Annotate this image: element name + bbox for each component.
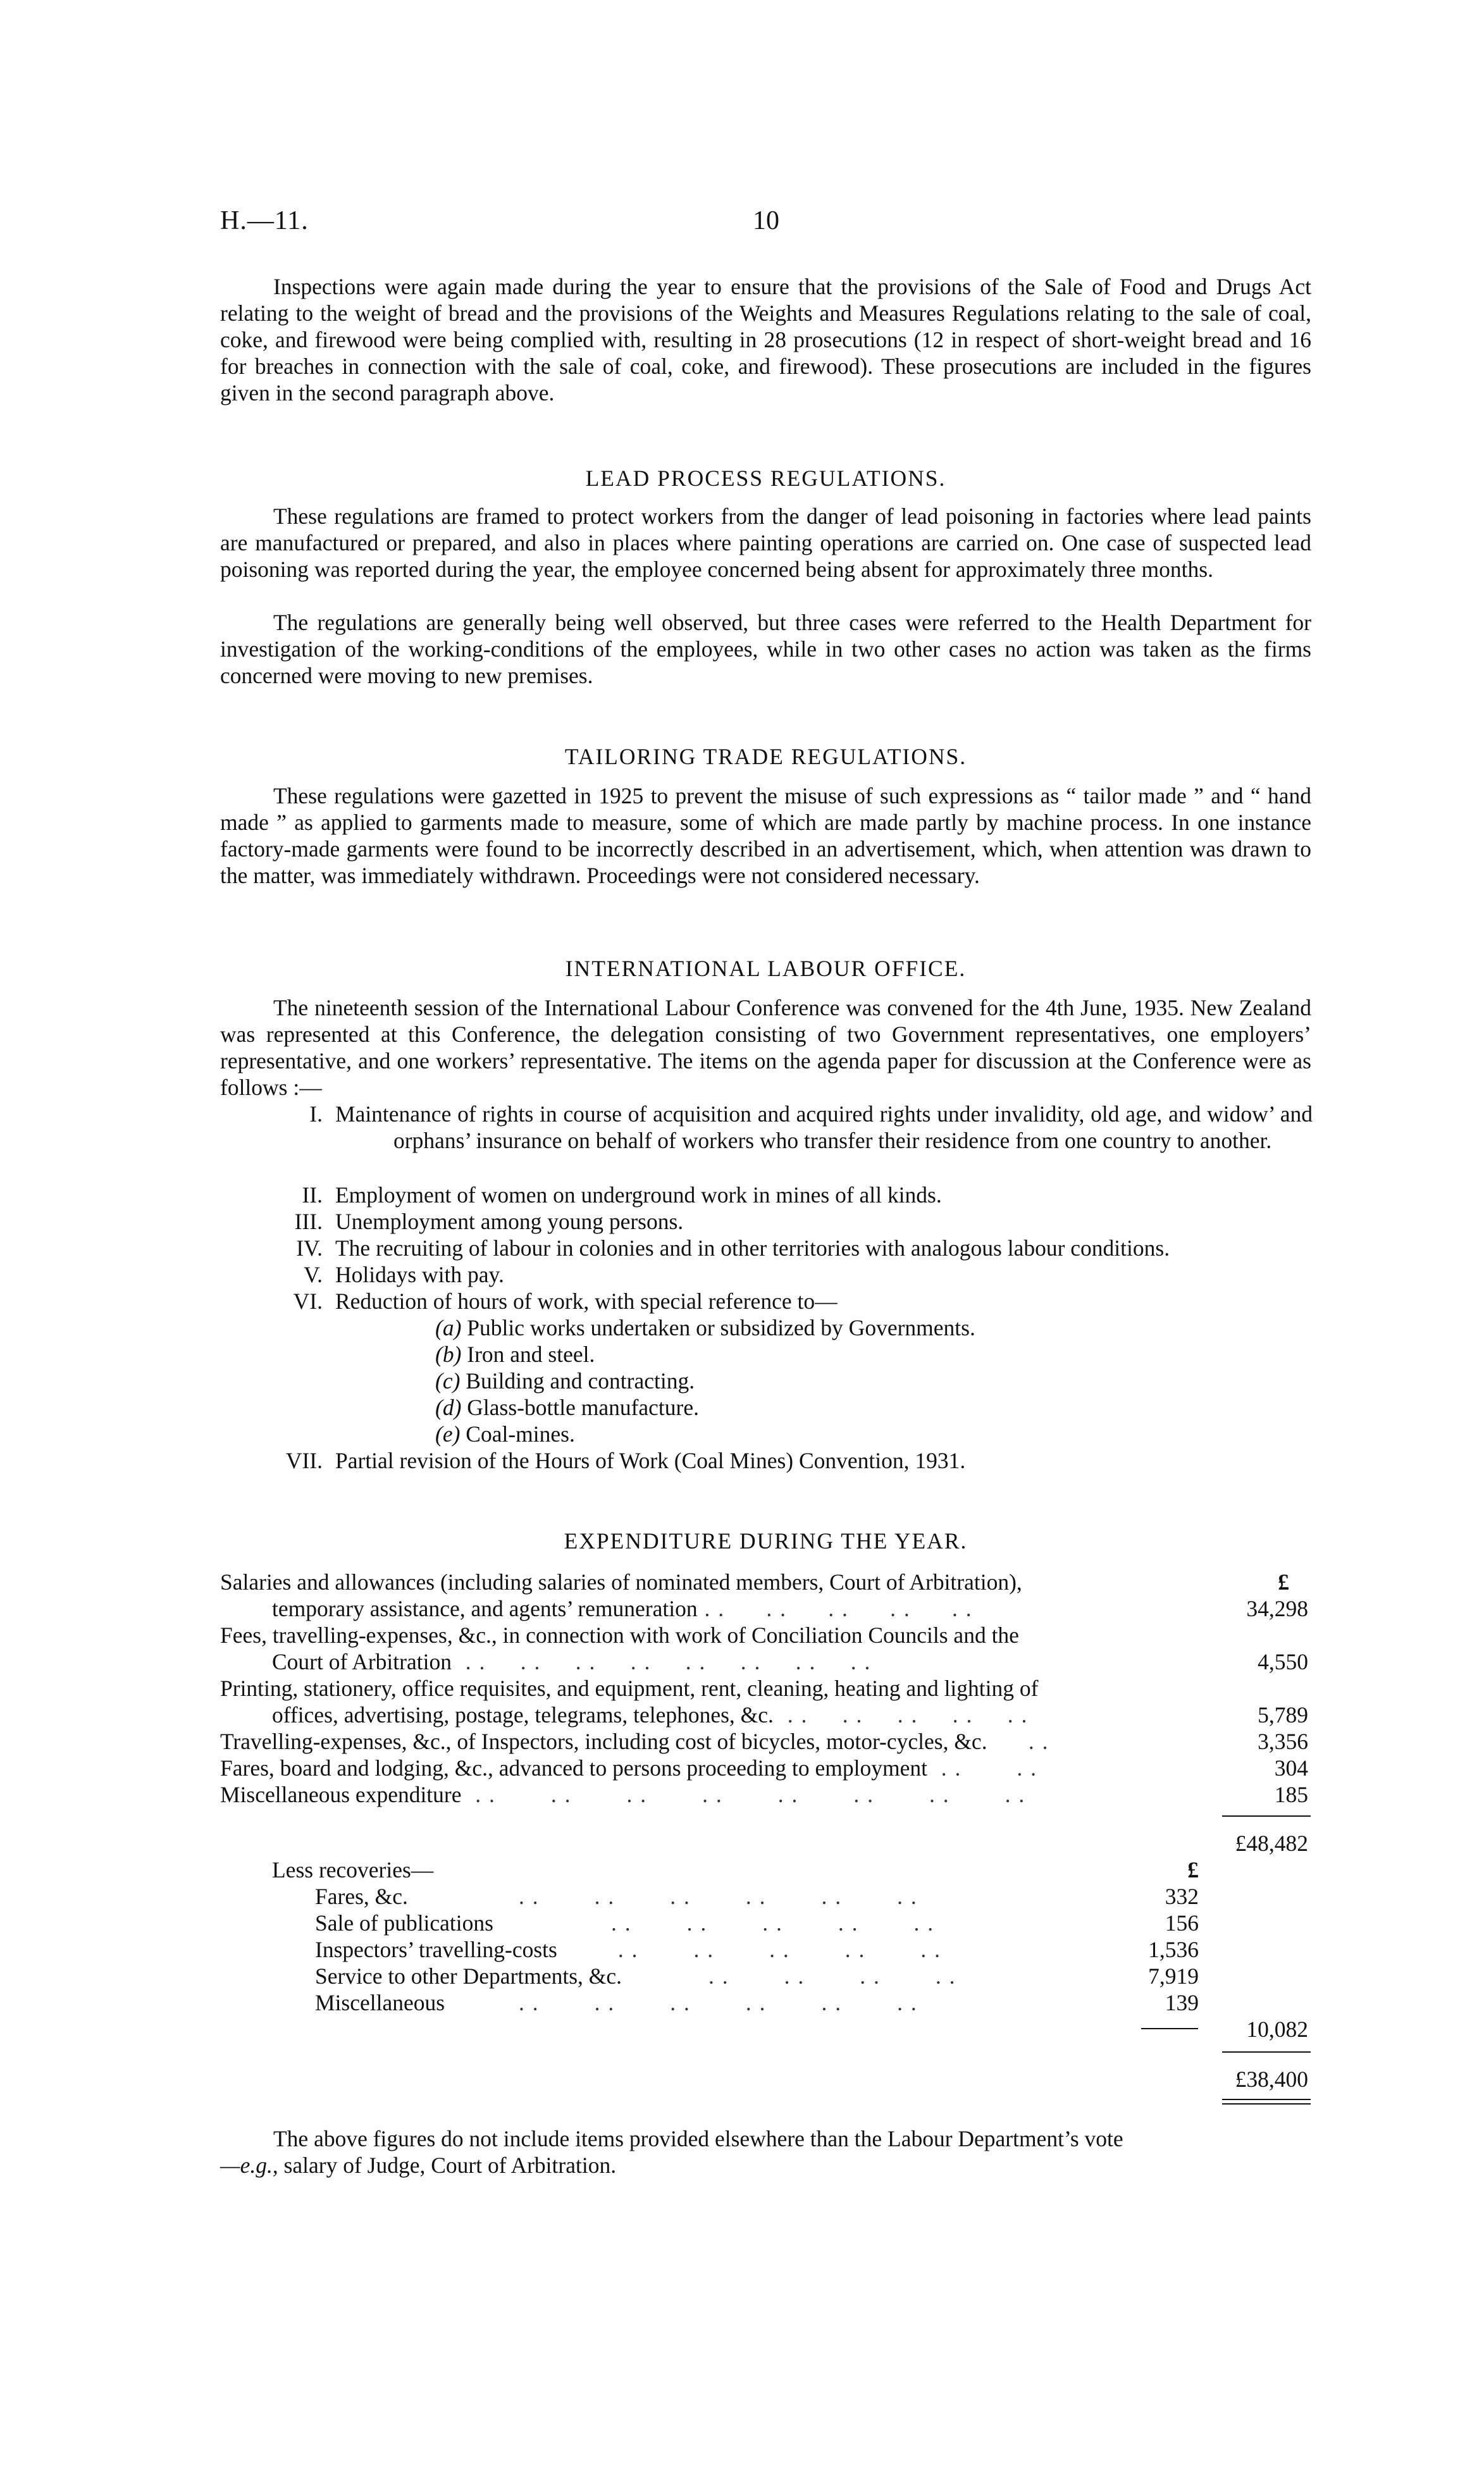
recovery-amount: 156 <box>1165 1910 1199 1936</box>
expenditure-row-line: Fees, travelling-expenses, &c., in connection with work of Conciliation Councils and the <box>220 1623 1019 1648</box>
recovery-row: Sale of publications <box>315 1910 493 1936</box>
agenda-subitem: (b) Iron and steel. <box>435 1342 595 1367</box>
leader-dots: . . . . . . . . . . <box>611 1910 935 1936</box>
expenditure-row-line: Travelling-expenses, &c., of Inspectors, including cost of bicycles, motor-cycles, &c. . . <box>220 1729 1049 1754</box>
recoveries-label: Less recoveries— <box>272 1857 434 1882</box>
agenda-subitem: (e) Coal-mines. <box>435 1421 575 1447</box>
tailoring-heading: TAILORING TRADE REGULATIONS. <box>564 744 967 769</box>
double-rule-bottom <box>1222 2103 1311 2105</box>
agenda-item: I. Maintenance of rights in course of acquisition and acquired rights under invalidity, old age, and widow’ and orphans’ insurance on behalf of workers who transfer their residence from one country to another. <box>309 1101 1313 1153</box>
net-rule <box>1222 2051 1311 2053</box>
expenditure-amount: 185 <box>1274 1782 1308 1807</box>
agenda-subitem: (a) Public works undertaken or subsidized by Governments. <box>435 1315 975 1340</box>
agenda-item: V. Holidays with pay. <box>304 1262 504 1287</box>
recoveries-rule <box>1141 2028 1198 2029</box>
currency-symbol: £ <box>1278 1569 1289 1595</box>
sum-rule <box>1222 1815 1311 1817</box>
tailoring-paragraph: These regulations were gazetted in 1925 to prevent the misuse of such expressions as “ tailor made ” and “ hand made ” as applied to garments made to measure, some of which are made partly by machine process. In one instance factory-made garments were found to be incorrectly described in an advertisement, which, when attention was drawn to the matter, was immediately withdrawn. Proceedings were not considered necessary. <box>220 783 1311 888</box>
expenditure-row-line: Court of Arbitration . . . . . . . . . . . . . . . . <box>272 1649 872 1674</box>
closing-note-line-1: The above figures do not include items provided elsewhere than the Labour Department’s vote <box>273 2126 1123 2151</box>
recovery-row: Inspectors’ travelling-costs <box>315 1937 557 1962</box>
recovery-amount: 332 <box>1165 1884 1199 1909</box>
expenditure-row-line: Printing, stationery, office requisites, and equipment, rent, cleaning, heating and lighting of <box>220 1676 1039 1701</box>
agenda-item: VI. Reduction of hours of work, with special reference to— <box>293 1289 838 1314</box>
expenditure-amount: 34,298 <box>1246 1596 1308 1621</box>
agenda-item: III. Unemployment among young persons. <box>294 1209 684 1234</box>
recovery-amount: 1,536 <box>1148 1937 1199 1962</box>
closing-note-line-2: —e.g., salary of Judge, Court of Arbitration. <box>220 2153 617 2178</box>
expenditure-row-line: temporary assistance, and agents’ remuneration . . . . . . . . . . <box>272 1596 973 1621</box>
expenditure-amount: 3,356 <box>1258 1729 1308 1754</box>
agenda-item: VII. Partial revision of the Hours of Work (Coal Mines) Convention, 1931. <box>285 1448 966 1473</box>
leader-dots: . . . . . . . . . . . . <box>519 1990 918 2015</box>
recoveries-total: 10,082 <box>1246 2017 1308 2042</box>
expenditure-row-line: Fares, board and lodging, &c., advanced to persons proceeding to employment . . . . <box>220 1755 1037 1781</box>
expenditure-amount: 5,789 <box>1258 1702 1308 1728</box>
leader-dots: . . . . . . . . . . <box>611 1937 941 1962</box>
expenditure-row-line: Miscellaneous expenditure . . . . . . . . . . . . . . . . <box>220 1782 1026 1807</box>
recovery-row: Fares, &c. <box>315 1884 408 1909</box>
expenditure-row-line: offices, advertising, postage, telegrams, telephones, &c. . . . . . . . . . . <box>272 1702 1029 1728</box>
agenda-item: IV. The recruiting of labour in colonies and in other territories with analogous labour conditions. <box>296 1235 1170 1261</box>
recoveries-currency-symbol: £ <box>1187 1857 1199 1882</box>
expenditure-amount: 304 <box>1274 1755 1308 1781</box>
recovery-amount: 139 <box>1165 1990 1199 2015</box>
leader-dots: . . . . . . . . <box>708 1963 956 1989</box>
expenditure-amount: 4,550 <box>1258 1649 1308 1674</box>
expenditure-row-line: Salaries and allowances (including salaries of nominated members, Court of Arbitration), <box>220 1569 1022 1595</box>
leader-dots: . . . . . . . . . . . . <box>519 1884 918 1909</box>
lead-paragraph-1: These regulations are framed to protect workers from the danger of lead poisoning in factories where lead paints are manufactured or prepared, and also in places where painting operations are carried on. One case of suspected lead poisoning was reported during the year, the employee concerned being absent for approximately three months. <box>220 504 1311 582</box>
ilo-heading: INTERNATIONAL LABOUR OFFICE. <box>565 956 967 981</box>
expenditure-heading: EXPENDITURE DURING THE YEAR. <box>564 1528 968 1554</box>
agenda-item: II. Employment of women on underground work in mines of all kinds. <box>302 1182 942 1208</box>
recovery-row: Service to other Departments, &c. <box>315 1963 622 1989</box>
recovery-row: Miscellaneous <box>315 1990 445 2015</box>
net-total: £38,400 <box>1235 2067 1308 2092</box>
lead-paragraph-2: The regulations are generally being well observed, but three cases were referred to the Health Department for investigation of the working-conditions of the employees, while in two other cases no action was taken as the firms concerned were moving to new premises. <box>220 610 1311 688</box>
agenda-subitem: (c) Building and contracting. <box>435 1368 695 1394</box>
ilo-paragraph: The nineteenth session of the International Labour Conference was convened for the 4th June, 1935. New Zealand was represented at this Conference, the delegation consisting of two Government representatives, one employers’ representative, and one workers’ representative. The items on the agenda paper for discussion at the Conference were as follows :— <box>220 995 1311 1100</box>
agenda-subitem: (d) Glass-bottle manufacture. <box>435 1395 699 1420</box>
expenditure-total: £48,482 <box>1235 1831 1308 1856</box>
double-rule-top <box>1222 2099 1311 2100</box>
document-reference: H.—11. <box>220 206 309 235</box>
lead-heading: LEAD PROCESS REGULATIONS. <box>585 466 946 491</box>
page-number: 10 <box>753 206 779 235</box>
recovery-amount: 7,919 <box>1148 1963 1199 1989</box>
intro-paragraph: Inspections were again made during the year to ensure that the provisions of the Sale of Food and Drugs Act relating to the weight of bread and the provisions of the Weights and Measures Regulations relating to the sale of coal, coke, and firewood were being complied with, resulting in 28 prosecutions (12 in respect of short-weight bread and 16 for breaches in connection with the sale of coal, coke, and firewood). These prosecutions are included in the figures given in the second paragraph above. <box>220 274 1311 405</box>
